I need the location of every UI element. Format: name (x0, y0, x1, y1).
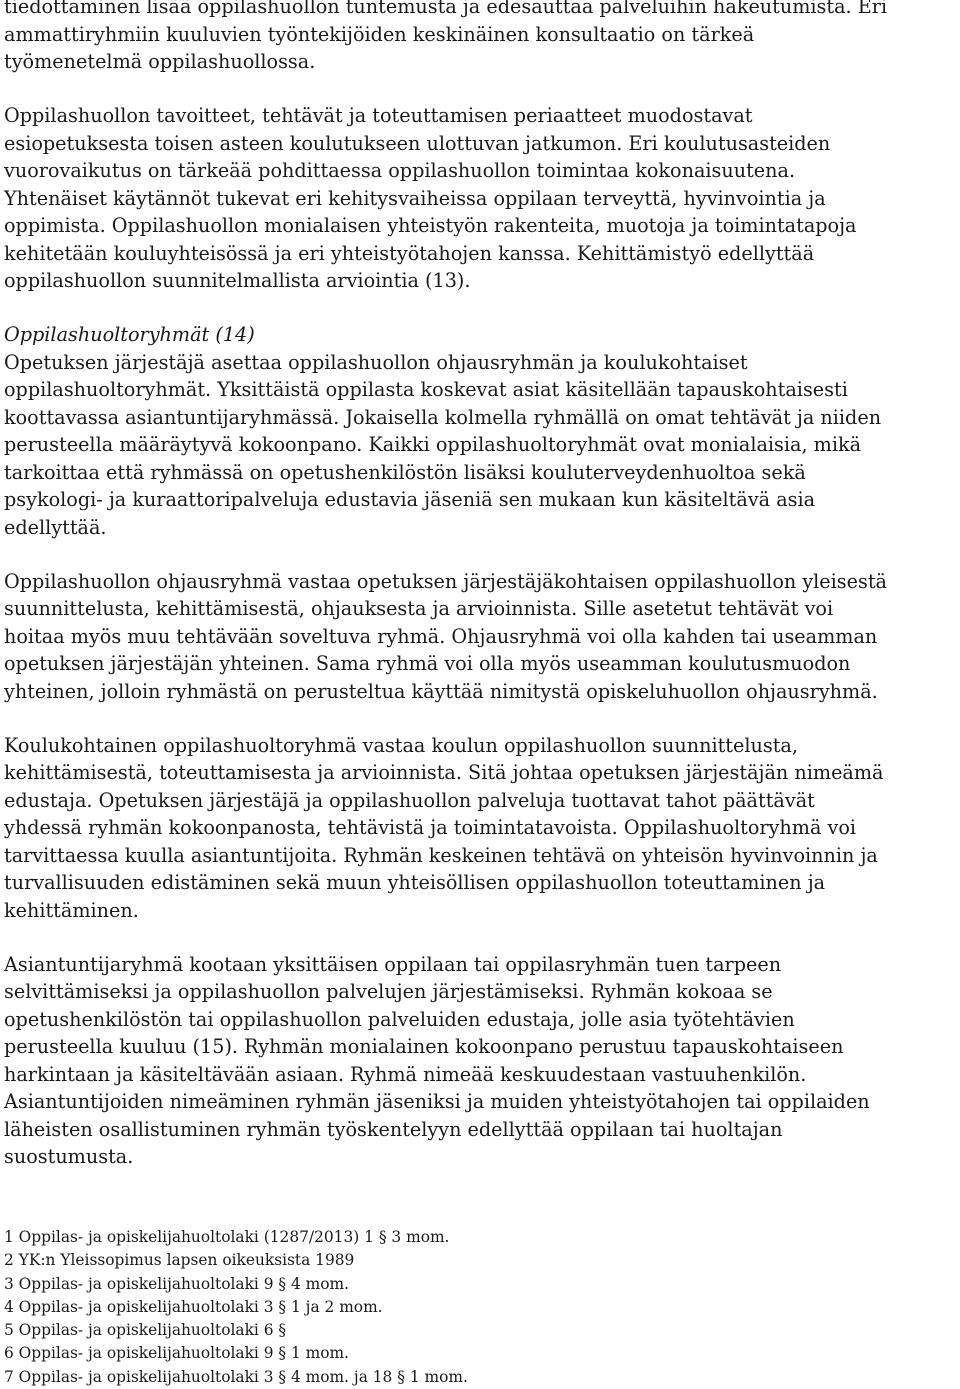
intro-paragraph (4, 0, 958, 76)
text-line: ammattiryhmiin kuuluvien työntekijöiden keskinäinen konsultaatio on tärkeä (4, 22, 755, 46)
text-line: yhteinen, jolloin ryhmästä on perusteltua käyttää nimitystä opiskeluhuollon ohjausryhmä. (4, 679, 878, 703)
text-line: tarkoittaa että ryhmässä on opetushenkilöstön lisäksi kouluterveydenhuoltoa sekä (4, 460, 806, 484)
text-line: oppilashuoltoryhmät. Yksittäistä oppilasta koskevat asiat käsitellään tapauskohtaisesti (4, 378, 848, 401)
text-line: kehittämisestä, toteuttamisesta ja arvioinnista. Sitä johtaa opetuksen järjestäjän nimeämä (4, 761, 884, 784)
text-line: psykologi- ja kuraattoripalveluja edustavia jäseniä sen mukaan kun käsiteltävä asia (4, 488, 816, 511)
text-line: työmenetelmä oppilashuollossa. (4, 50, 316, 73)
text-line: opetuksen järjestäjän yhteinen. Sama ryhmä voi olla myös useamman koulutusmuodon (4, 652, 851, 675)
text-line: vuorovaikutus on tärkeää pohdittaessa oppilashuollon toimintaa kokonaisuutena. (4, 159, 796, 182)
text-line: kehitetään kouluyhteisössä ja eri yhteistyötahojen kanssa. Kehittämistyö edellyttää (4, 241, 815, 265)
footnote: 5 Oppilas- ja opiskelijahuoltolaki 6 § (4, 1321, 287, 1340)
school-group-paragraph (4, 732, 958, 925)
text-line: edustaja. Opetuksen järjestäjä ja oppilashuollon palveluja tuottavat tahot päättävät (4, 788, 815, 812)
text-line: turvallisuuden edistäminen sekä muun yhteisöllisen oppilashuollon toteuttaminen ja (4, 871, 826, 894)
text-line: tiedottaminen lisää oppilashuollon tuntemusta ja edesauttaa palveluihin hakeutumista. Eri (4, 0, 888, 18)
text-line: harkintaan ja käsiteltävään asiaan. Ryhmä nimeää keskuudestaan vastuuhenkilön. (4, 1062, 807, 1086)
text-line: Oppilashuollon ohjausryhmä vastaa opetuksen järjestäjäkohtaisen oppilashuollon yleisestä (4, 569, 887, 593)
text-line: perusteella kuuluu (15). Ryhmän monialainen kokoonpano perustuu tapauskohtaiseen (4, 1035, 844, 1058)
text-line: oppilashuollon suunnitelmallista arviointia (13). (4, 269, 471, 292)
footnote: 3 Oppilas- ja opiskelijahuoltolaki 9 § 4 mom. (4, 1274, 350, 1293)
expert-group-paragraph (4, 951, 958, 1171)
text-line: esiopetuksesta toisen asteen koulutukseen ulottuvan jatkumon. Eri koulutusasteiden (4, 131, 831, 155)
goals-paragraph (4, 102, 958, 295)
text-line: hoitaa myös muu tehtävään soveltuva ryhmä. Ohjausryhmä voi olla kahden tai useamman (4, 624, 878, 648)
text-line: Asiantuntijoiden nimeäminen ryhmän jäseniksi ja muiden yhteistyötahojen tai oppilaiden (4, 1090, 870, 1113)
text-line: läheisten osallistuminen ryhmän työskentelyyn edellyttää oppilaan tai huoltajan (4, 1117, 783, 1141)
text-line: oppimista. Oppilashuollon monialaisen yhteistyön rakenteita, muotoja ja toimintatapoja (4, 214, 857, 237)
document-body (4, 0, 958, 1171)
text-line: suostumusta. (4, 1145, 134, 1168)
footnote: 4 Oppilas- ja opiskelijahuoltolaki 3 § 1 ja 2 mom. (4, 1297, 383, 1316)
groups-paragraph (4, 349, 958, 542)
footnote: 6 Oppilas- ja opiskelijahuoltolaki 9 § 1 mom. (4, 1344, 350, 1363)
section-heading: Oppilashuoltoryhmät (14) (4, 323, 255, 346)
text-line: selvittämiseksi ja oppilashuollon palvelujen järjestämiseksi. Ryhmän kokoaa se (4, 980, 773, 1003)
footnotes (4, 1226, 468, 1389)
text-line: Opetuksen järjestäjä asettaa oppilashuollon ohjausryhmän ja koulukohtaiset (4, 350, 748, 374)
footnote: 1 Oppilas- ja opiskelijahuoltolaki (1287/2013) 1 § 3 mom. (4, 1228, 450, 1246)
text-line: perusteella määräytyvä kokoonpano. Kaikki oppilashuoltoryhmät ovat monialaisia, mikä (4, 433, 862, 456)
steering-group-paragraph (4, 568, 958, 706)
footnote: 2 YK:n Yleissopimus lapsen oikeuksista 1989 (4, 1251, 355, 1270)
text-line: edellyttää. (4, 515, 107, 539)
text-line: kehittäminen. (4, 898, 139, 922)
text-line: Oppilashuollon tavoitteet, tehtävät ja toteuttamisen periaatteet muodostavat (4, 104, 753, 127)
text-line: opetushenkilöstön tai oppilashuollon palveluiden edustaja, jolle asia työtehtävien (4, 1007, 795, 1031)
text-line: koottavassa asiantuntijaryhmässä. Jokaisella kolmella ryhmällä on omat tehtävät ja niiden (4, 405, 882, 429)
text-line: Koulukohtainen oppilashuoltoryhmä vastaa koulun oppilashuollon suunnittelusta, (4, 733, 798, 757)
text-line: suunnittelusta, kehittämisestä, ohjauksesta ja arvioinnista. Sille asetetut tehtävät voi (4, 597, 834, 620)
text-line: tarvittaessa kuulla asiantuntijoita. Ryhmän keskeinen tehtävä on yhteisön hyvinvoinnin ja (4, 843, 878, 867)
text-line: Asiantuntijaryhmä kootaan yksittäisen oppilaan tai oppilasryhmän tuen tarpeen (4, 952, 782, 976)
text-line: Yhtenäiset käytännöt tukevat eri kehitysvaiheissa oppilaan terveyttä, hyvinvointia ja (4, 186, 826, 210)
text-line: yhdessä ryhmän kokoonpanosta, tehtävistä ja toimintatavoista. Oppilashuoltoryhmä voi (4, 816, 857, 839)
footnote: 7 Oppilas- ja opiskelijahuoltolaki 3 § 4 mom. ja 18 § 1 mom. (4, 1367, 468, 1386)
